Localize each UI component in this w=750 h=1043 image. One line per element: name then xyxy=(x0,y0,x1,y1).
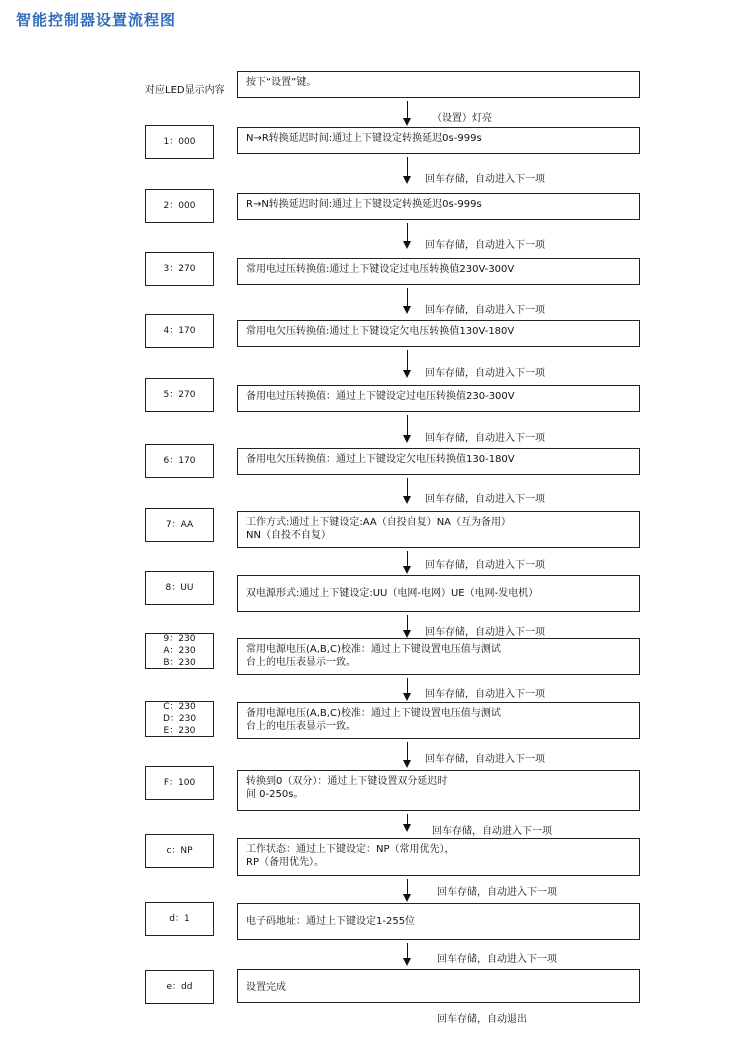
step-8-dual-source-type: 双电源形式:通过上下键设定:UU（电网-电网）UE（电网-发电机） xyxy=(237,575,640,612)
save-next-note: 回车存储，自动进入下一项 xyxy=(425,627,545,638)
save-next-note: 回车存储，自动进入下一项 xyxy=(425,305,545,316)
step-14-complete: 设置完成 xyxy=(237,969,640,1003)
flow-arrow xyxy=(407,350,408,372)
flow-arrow xyxy=(407,551,408,568)
led-display-4: 4：170 xyxy=(145,314,214,348)
flow-arrow xyxy=(407,223,408,243)
step-7-work-mode: 工作方式:通过上下键设定:AA（自投自复）NA（互为备用） NN（自投不自复） xyxy=(237,511,640,548)
led-display-3: 3：270 xyxy=(145,252,214,286)
led-display-c-lower: c：NP xyxy=(145,834,214,868)
page-title: 智能控制器设置流程图 xyxy=(16,11,177,29)
led-display-8: 8：UU xyxy=(145,571,214,605)
save-next-note: 回车存储，自动进入下一项 xyxy=(425,754,545,765)
set-light-note: （设置）灯亮 xyxy=(432,113,492,124)
led-display-d: d：1 xyxy=(145,902,214,936)
led-display-9: 9：230 A：230 B：230 xyxy=(145,633,214,669)
flow-arrow xyxy=(407,814,408,826)
led-display-e: e：dd xyxy=(145,970,214,1004)
save-next-note: 回车存储，自动进入下一项 xyxy=(437,954,557,965)
step-13-address: 电子码地址：通过上下键设定1-255位 xyxy=(237,903,640,940)
step-2-rn-delay: R→N转换延迟时间:通过上下键设定转换延迟0s-999s xyxy=(237,193,640,220)
save-next-note: 回车存储，自动进入下一项 xyxy=(425,560,545,571)
step-11-double-open-delay: 转换到0（双分）：通过上下键设置双分延迟时 间 0-250s。 xyxy=(237,770,640,811)
flow-arrow xyxy=(407,157,408,178)
step-12-work-state: 工作状态：通过上下键设定：NP（常用优先）， RP（备用优先）。 xyxy=(237,838,640,876)
step-press-set: 按下“设置”键。 xyxy=(237,71,640,98)
save-next-note: 回车存储，自动进入下一项 xyxy=(425,433,545,444)
flow-arrow xyxy=(407,742,408,762)
save-next-note: 回车存储，自动进入下一项 xyxy=(432,826,552,837)
save-next-note: 回车存储，自动进入下一项 xyxy=(425,240,545,251)
led-display-f: F：100 xyxy=(145,766,214,800)
led-column-header: 对应LED显示内容 xyxy=(145,85,225,96)
save-next-note: 回车存储，自动进入下一项 xyxy=(425,494,545,505)
flow-arrow xyxy=(407,288,408,308)
step-3-main-overvoltage: 常用电过压转换值:通过上下键设定过电压转换值230V-300V xyxy=(237,258,640,285)
led-display-1: 1：000 xyxy=(145,125,214,159)
step-9-main-voltage-calibration: 常用电源电压(A,B,C)校准：通过上下键设置电压值与测试 台上的电压表显示一致。 xyxy=(237,638,640,675)
save-next-note: 回车存储，自动进入下一项 xyxy=(425,174,545,185)
flow-arrow xyxy=(407,478,408,498)
save-next-note: 回车存储，自动进入下一项 xyxy=(437,887,557,898)
step-10-backup-voltage-calibration: 备用电源电压(A,B,C)校准：通过上下键设置电压值与测试 台上的电压表显示一致。 xyxy=(237,702,640,739)
flow-arrow xyxy=(407,879,408,896)
step-4-main-undervoltage: 常用电欠压转换值:通过上下键设定欠电压转换值130V-180V xyxy=(237,320,640,347)
led-display-2: 2：000 xyxy=(145,189,214,223)
led-display-6: 6：170 xyxy=(145,444,214,478)
flow-arrow xyxy=(407,101,408,120)
step-5-backup-overvoltage: 备用电过压转换值：通过上下键设定过电压转换值230-300V xyxy=(237,385,640,412)
led-display-c: C：230 D：230 E：230 xyxy=(145,701,214,737)
flow-arrow xyxy=(407,415,408,437)
save-next-note: 回车存储，自动进入下一项 xyxy=(425,689,545,700)
save-exit-note: 回车存储，自动退出 xyxy=(437,1014,527,1025)
led-display-5: 5：270 xyxy=(145,378,214,412)
step-1-nr-delay: N→R转换延迟时间:通过上下键设定转换延迟0s-999s xyxy=(237,127,640,154)
flow-arrow xyxy=(407,615,408,632)
led-display-7: 7：AA xyxy=(145,508,214,542)
flow-arrow xyxy=(407,678,408,695)
save-next-note: 回车存储，自动进入下一项 xyxy=(425,368,545,379)
flow-arrow xyxy=(407,943,408,960)
step-6-backup-undervoltage: 备用电欠压转换值：通过上下键设定欠电压转换值130-180V xyxy=(237,448,640,475)
